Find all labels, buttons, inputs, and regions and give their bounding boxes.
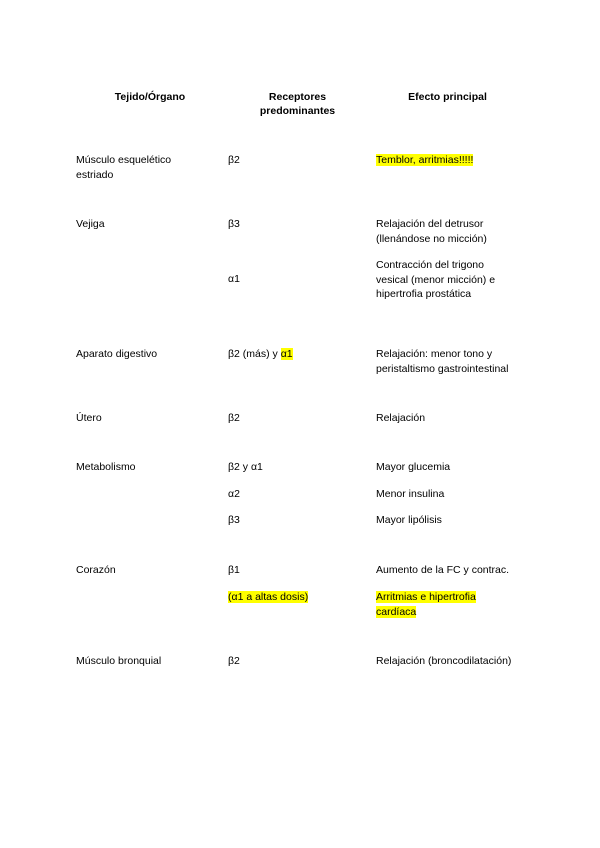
header-receptores-line2: predominantes [259, 105, 336, 117]
header-efecto-principal [385, 90, 510, 104]
corazon-effect2-line1: Arritmias e hipertrofia [376, 591, 476, 603]
bronquial-organ-text: Músculo bronquial [76, 655, 162, 667]
utero-organ-text: Útero [76, 412, 102, 424]
row-corazon-receptor1 [228, 563, 358, 578]
header-tejido-organo [100, 90, 200, 104]
row-digestivo-effect [376, 347, 531, 376]
digestivo-receptor-highlight: α1 [280, 348, 293, 360]
metabolismo-receptor1-text: β2 y α1 [228, 461, 263, 473]
metabolismo-effect2-text: Menor insulina [376, 488, 445, 500]
row-metabolismo-effect3 [376, 513, 531, 528]
row-metabolismo-receptor3 [228, 513, 358, 528]
metabolismo-effect3-text: Mayor lipólisis [376, 514, 442, 526]
row-utero-receptor [228, 411, 358, 426]
row-metabolismo-effect1 [376, 460, 531, 475]
corazon-effect1-text: Aumento de la FC y contrac. [376, 564, 510, 576]
row-metabolismo-effect2 [376, 487, 531, 502]
row-bronquial-effect [376, 654, 531, 669]
corazon-effect2-line2: cardíaca [376, 605, 417, 618]
row-digestivo-receptor [228, 347, 358, 362]
row-vejiga-receptor2 [228, 272, 358, 287]
digestivo-effect-line1: Relajación: menor tono y [376, 348, 493, 360]
corazon-receptor2-highlight: (α1 a altas dosis) [228, 591, 309, 603]
row-utero-organ [76, 411, 216, 426]
digestivo-effect-line2: peristaltismo gastrointestinal [376, 362, 509, 375]
header-tejido-text: Tejido/Órgano [114, 91, 186, 103]
header-efecto-text: Efecto principal [408, 91, 487, 103]
vejiga-effect2-line1: Contracción del trigono [376, 259, 484, 271]
vejiga-effect2-line2: vesical (menor micción) e [376, 273, 496, 286]
row-vejiga-receptor1 [228, 217, 358, 232]
bronquial-receptor-text: β2 [228, 655, 240, 667]
row-vejiga-effect2 [376, 258, 531, 302]
vejiga-effect1-line1: Relajación del detrusor [376, 218, 484, 230]
row-musculo-organ [76, 153, 216, 182]
row-metabolismo-receptor1 [228, 460, 358, 475]
vejiga-organ-text: Vejiga [76, 218, 105, 230]
utero-receptor-text: β2 [228, 412, 240, 424]
metabolismo-effect1-text: Mayor glucemia [376, 461, 451, 473]
vejiga-receptor1-text: β3 [228, 218, 240, 230]
row-corazon-receptor2 [228, 590, 358, 605]
row-metabolismo-receptor2 [228, 487, 358, 502]
vejiga-receptor2-text: α1 [228, 273, 240, 285]
utero-effect-text: Relajación [376, 412, 426, 424]
metabolismo-receptor3-text: β3 [228, 514, 240, 526]
row-bronquial-organ [76, 654, 216, 669]
musculo-effect-highlight: Temblor, arritmias!!!!! [376, 154, 474, 166]
row-bronquial-receptor [228, 654, 358, 669]
bronquial-effect-text: Relajación (broncodilatación) [376, 655, 512, 667]
row-digestivo-organ [76, 347, 216, 362]
header-receptores-line1: Receptores [268, 91, 327, 103]
corazon-organ-text: Corazón [76, 564, 116, 576]
row-metabolismo-organ [76, 460, 216, 475]
digestivo-organ-text: Aparato digestivo [76, 348, 158, 360]
musculo-organ-line1: Músculo esquelético [76, 154, 172, 166]
vejiga-effect2-line3: hipertrofia prostática [376, 288, 472, 300]
corazon-receptor1-text: β1 [228, 564, 240, 576]
digestivo-receptor-text-a: β2 (más) y [228, 348, 281, 360]
row-musculo-receptor [228, 153, 358, 168]
row-corazon-effect2 [376, 590, 531, 619]
row-utero-effect [376, 411, 531, 426]
row-vejiga-organ [76, 217, 216, 232]
metabolismo-receptor2-text: α2 [228, 488, 240, 500]
row-corazon-organ [76, 563, 216, 578]
header-receptores [240, 90, 355, 118]
row-vejiga-effect1 [376, 217, 531, 246]
row-corazon-effect1 [376, 563, 531, 578]
musculo-receptor-text: β2 [228, 154, 240, 166]
metabolismo-organ-text: Metabolismo [76, 461, 136, 473]
vejiga-effect1-line2: (llenándose no micción) [376, 232, 487, 245]
musculo-organ-line2: estriado [76, 168, 114, 181]
row-musculo-effect [376, 153, 531, 168]
